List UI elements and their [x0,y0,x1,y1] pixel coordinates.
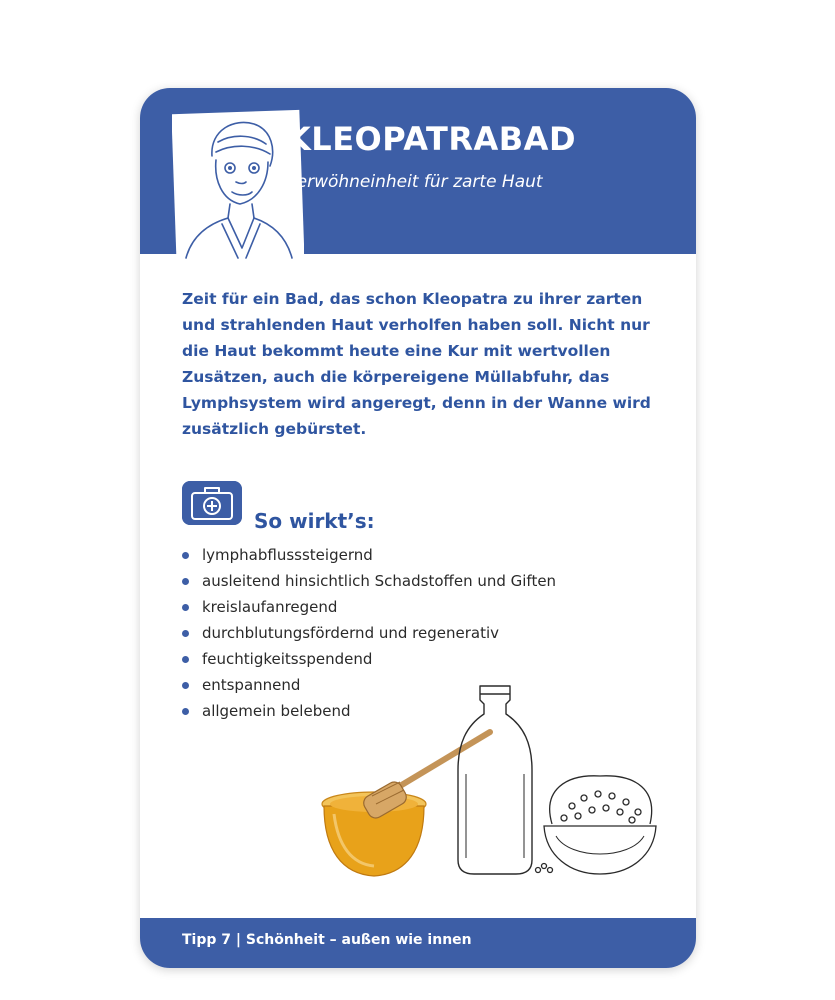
bullet-icon [182,604,189,611]
card-title: KLEOPATRABAD [286,120,576,158]
list-item [180,646,556,672]
salt-bowl-icon [536,776,657,874]
card-footer [140,918,696,968]
bullet-icon [182,630,189,637]
woman-with-towel-icon [172,108,304,268]
list-item-text: lymphabflusssteigernd [202,546,373,564]
bullet-icon [182,552,189,559]
bullet-icon [182,656,189,663]
milk-bottle-icon [458,686,532,874]
list-item-text: entspannend [202,676,301,694]
intro-paragraph: Zeit für ein Bad, das schon Kleopatra zu ihrer zarten und strahlenden Haut verholfen haben soll. Nicht nur die Haut bekommt heute eine Kur mit wertvollen Zusätzen, auch die körpereigene Müllabfuhr, das Lymphsystem wird angeregt, denn in der Wanne wird zusätzlich gebürstet. [182,290,651,438]
card-subtitle: Verwöhneinheit für zarte Haut [286,172,543,192]
list-item-text: durchblutungsfördernd und regenerativ [202,624,499,642]
list-item [180,568,556,594]
bullet-icon [182,708,189,715]
bullet-icon [182,578,189,585]
list-item [180,620,556,646]
list-item [180,542,556,568]
honey-jar-icon [322,732,490,876]
bullet-icon [182,682,189,689]
list-item-text: kreislaufanregend [202,598,338,616]
bath-ingredients-illustration [320,674,660,904]
effects-heading: So wirkt’s: [254,509,375,533]
tip-card [140,88,696,968]
first-aid-kit-icon [182,481,242,525]
footer-text: Tipp 7 | Schönheit – außen wie innen [182,932,472,948]
list-item-text: feuchtigkeitsspendend [202,650,373,668]
list-item [180,594,556,620]
list-item-text: ausleitend hinsichtlich Schadstoffen und Giften [202,572,557,590]
list-item-text: allgemein belebend [202,702,351,720]
